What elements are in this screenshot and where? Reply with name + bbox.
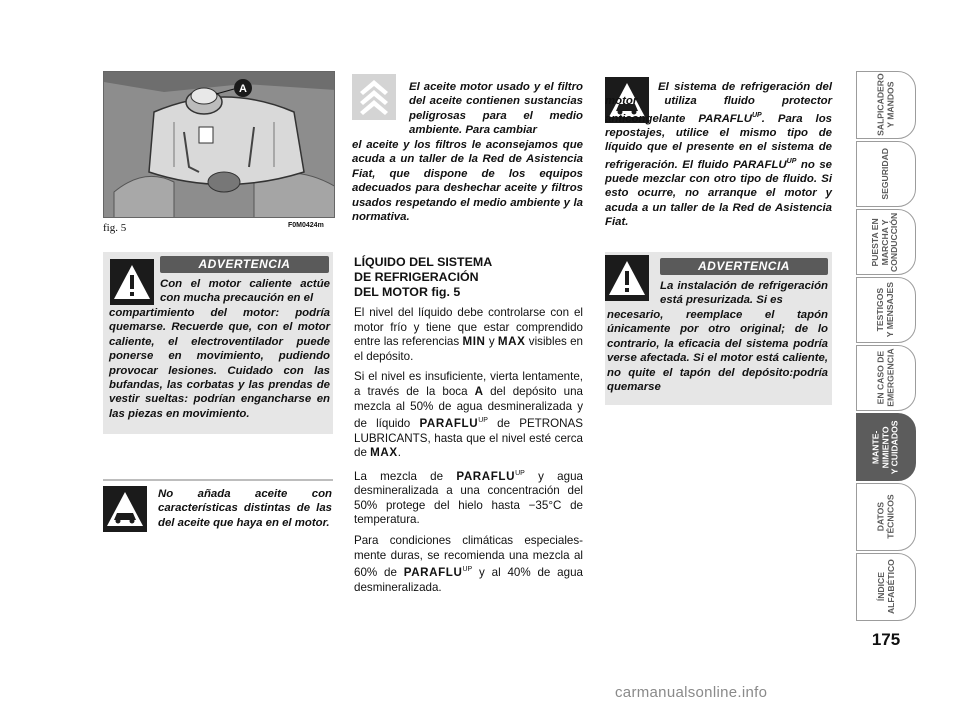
warning-title: ADVERTENCIA bbox=[660, 258, 828, 275]
tab-datos-tecnicos[interactable]: DATOS TÉCNICOS bbox=[856, 483, 916, 551]
warning-triangle-icon bbox=[110, 259, 154, 305]
oil-note-text: No añada aceite con características distintas de las del aceite que haya en el motor. bbox=[158, 488, 332, 529]
heading-line-2: DE REFRIGERACIÓN bbox=[354, 270, 479, 284]
tab-emergencia[interactable]: EN CASO DE EMERGENCIA bbox=[856, 345, 916, 411]
warning-text-lead: La instalación de refrigeración está presurizada. Si es bbox=[660, 280, 828, 307]
figure-callout: A bbox=[239, 83, 247, 95]
coolant-paragraph-4: Para condiciones climáticas especiales-mente duras, se recomienda una mezcla al 60% de $PARAFLU^{UP}$ y al 40% de agua desmineralizada. bbox=[354, 534, 583, 594]
eco-note-lead: El aceite motor usado y el filtro del aceite contienen sustancias peligrosas para el medio ambiente. Para cambiar bbox=[409, 81, 583, 137]
coolant-paragraph-2: Si el nivel es insuficiente, vierta lentamente, a través de la boca A del depósito una mezcla al 50% de agua desmineralizada y de líquido $PARAFLU^{UP}$ de PETRONAS LUBRICANTS, hasta que el nivel esté cerca de MAX. bbox=[354, 370, 583, 460]
coolant-heading bbox=[354, 255, 583, 300]
section-divider bbox=[103, 479, 333, 481]
environment-icon bbox=[352, 74, 396, 120]
heading-line-1: LÍQUIDO DEL SISTEMA bbox=[354, 255, 493, 269]
warning-triangle-icon bbox=[605, 255, 649, 301]
tab-salpicadero[interactable]: SALPICADERO Y MANDOS bbox=[856, 71, 916, 139]
figure-caption: fig. 5 bbox=[103, 222, 127, 234]
eco-note-text: el aceite y los filtros le aconsejamos que acuda a un taller de la Red de Asistencia Fiat, que dispone de los equipos adecuados para deshechar aceite y filtros usados respetando el medio ambiente y la normativa. bbox=[352, 139, 583, 224]
tab-puesta-en-marcha[interactable]: PUESTA EN MARCHA Y CONDUCCIÓN bbox=[856, 209, 916, 275]
coolant-section bbox=[354, 255, 583, 601]
coolant-paragraph-1: El nivel del líquido debe controlarse con el motor frío y tiene que estar comprendido entre las referencias MIN y MAX visibles en el depósito. bbox=[354, 306, 583, 363]
warning-box-right bbox=[605, 252, 832, 405]
warning-title: ADVERTENCIA bbox=[160, 256, 329, 273]
coolant-paragraph-3: La mezcla de $PARAFLU^{UP}$ y agua desmineralizada a una concentración del 50% protege del hielo hasta −35°C de temperatura. bbox=[354, 469, 583, 527]
car-warning-icon bbox=[103, 486, 147, 532]
cooling-note-text: El sistema de refrigeración del motor utiliza fluido protector anticongelante $PARAFLU^{UP}$. Para los repostajes, utilice el mismo tipo de líquido que el presente en el sistema de refrigeración. El fluido $PARAFLU^{UP}$ no se puede mezclar con otro tipo de fluido. Si esto ocurre, no arranque el motor y acuda a un taller de la Red de Asistencia Fiat. bbox=[605, 81, 832, 229]
heading-fig-ref: fig. 5 bbox=[431, 285, 461, 299]
figure-code: F0M0424m bbox=[288, 222, 324, 229]
page-number: 175 bbox=[871, 630, 901, 649]
warning-box-left bbox=[103, 252, 333, 434]
watermark: carmanualsonline.info bbox=[615, 684, 768, 701]
tab-mantenimiento[interactable]: MANTE- NIMIENTO Y CUIDADOS bbox=[856, 413, 916, 481]
tab-indice[interactable]: ÍNDICE ALFABÉTICO bbox=[856, 553, 916, 621]
engine-reservoir-illustration bbox=[103, 71, 335, 218]
tab-testigos[interactable]: TESTIGOS Y MENSAJES bbox=[856, 277, 916, 343]
warning-text: necesario, reemplace el tapón únicamente por otro original; de lo contrario, la eficacia del sistema podría verse afectada. Si el motor está caliente, no quite el tapón del depósito:podría quemarse bbox=[607, 309, 828, 394]
warning-text: compartimiento del motor: podría quemarse. Recuerde que, con el motor caliente, el electroventilador puede ponerse en movimiento, pudiendo provocar lesiones. Cuidado con las bufandas, las corbatas y las prendas de vestir sueltas: podrían engancharse en las piezas en movimiento. bbox=[109, 307, 330, 420]
tab-seguridad[interactable]: SEGURIDAD bbox=[856, 141, 916, 207]
heading-line-3: DEL MOTOR bbox=[354, 285, 428, 299]
warning-text-lead: Con el motor caliente actúe con mucha precaución en el bbox=[160, 278, 330, 305]
